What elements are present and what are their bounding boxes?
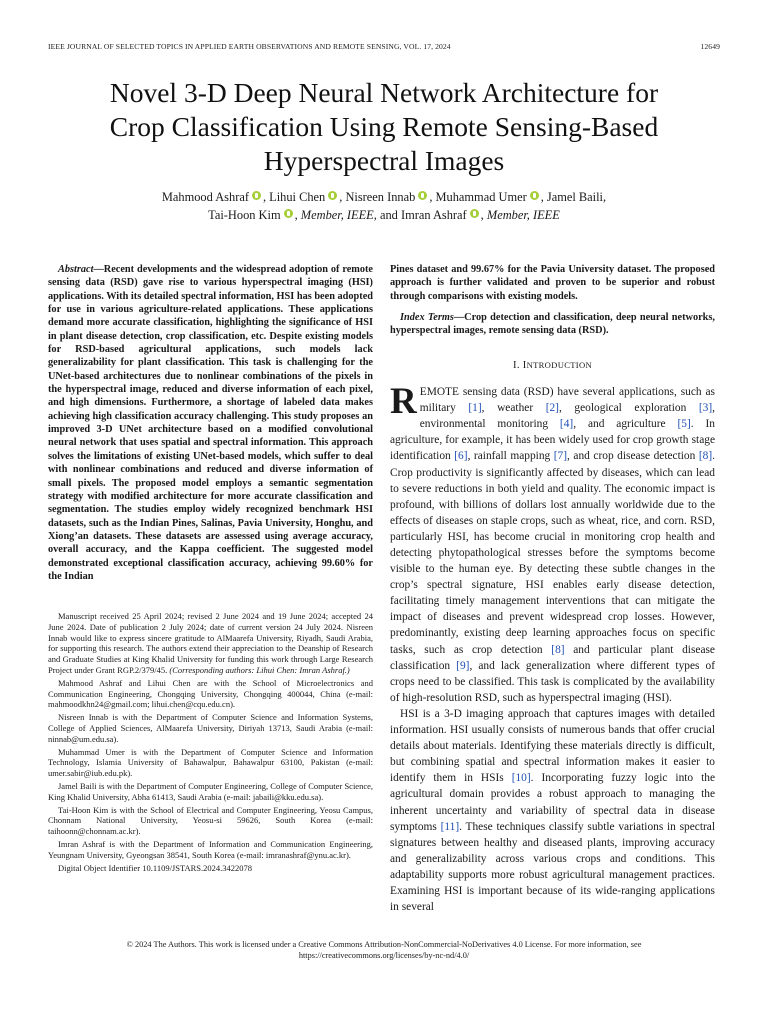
abstract [48, 263, 373, 583]
footnote-affiliation: Nisreen Innab is with the Department of Computer Science and Information Systems, College of Applied Sciences, AlMaarefa University, Diriyah 13713, Saudi Arabia (e-mail: ninnab@um.edu.sa). [48, 712, 373, 744]
orcid-icon[interactable] [470, 209, 479, 218]
abstract-label: Abstract [58, 264, 94, 275]
right-column [390, 263, 715, 915]
author-list [60, 188, 708, 224]
paragraph-text: , weather [481, 402, 546, 415]
citation-link[interactable]: [10] [511, 772, 531, 785]
index-terms-text: —Crop detection and classification, deep neural networks, hyperspectral images, remote sensing data (RSD). [390, 312, 715, 337]
citation-link[interactable]: [8] [551, 643, 565, 656]
paragraph-text: EMOTE sensing data (RSD) have several applications, such as military [419, 386, 715, 415]
author-name: Muhammad Umer [435, 190, 527, 204]
section-heading [390, 359, 715, 372]
author-name: Imran Ashraf [400, 208, 467, 222]
paragraph-text: . Incorporating fuzzy logic into the agricultural domain provides a robust approach to managing the inherent uncertainty and variability of spectral data in disease symptoms [390, 772, 715, 833]
section-number: I. I [513, 359, 527, 371]
footnote-affiliation: Tai-Hoon Kim is with the School of Electrical and Computer Engineering, Yeosu Campus, Chonnam National University, Yeosu-si 59626, South Korea (e-mail: taihoonn@chonnam.ac.kr). [48, 804, 373, 837]
author-name: Mahmood Ashraf [161, 190, 249, 204]
title-line: Hyperspectral Images [263, 145, 505, 176]
paragraph-text: , and crop disease detection [567, 450, 699, 463]
citation-link[interactable]: [1] [468, 402, 482, 415]
citation-link[interactable]: [4] [559, 418, 574, 431]
footnote-affiliation: Jamel Baili is with the Department of Computer Engineering, College of Computer Science, King Khalid University, Abha 61413, Saudi Arabia (e-mail: jabaili@kku.edu.sa). [48, 780, 373, 802]
citation-link[interactable]: [7] [553, 450, 568, 463]
page-number: 12649 [700, 42, 720, 51]
paragraph-text: , rainfall mapping [467, 450, 554, 463]
footnote-affiliation: Mahmood Ashraf and Lihui Chen are with the School of Microelectronics and Communication Engineering, Chongqing University, Chongqing 400044, China (e-mail: mahmoodkhn24@gmail.com; lihui.chen@cqu.edu.cn). [48, 677, 373, 710]
paragraph-text: . In agriculture, for example, it has been widely used for crop growth stage identification [390, 418, 715, 463]
citation-link[interactable]: [8] [698, 450, 713, 463]
paragraph-text: and particular plant disease classification [390, 643, 715, 672]
author-role: Member, IEEE [300, 208, 374, 222]
intro-paragraph [390, 381, 716, 706]
index-terms [390, 311, 715, 338]
paragraph-text: . These techniques classify subtle variations in spectral signatures between healthy and diseased plants, improving accuracy and generalizability across various crops and conditions. This adaptability supports more robust agricultural management practices. Examining HSI is important because of its wide-ranging applications in several [390, 820, 716, 914]
title-line: Novel 3-D Deep Neural Network Architecture for [109, 77, 659, 108]
author-role: Member, IEEE [486, 208, 560, 222]
citation-link[interactable]: [2] [545, 402, 559, 415]
citation-link[interactable]: [3] [698, 402, 713, 415]
footnote-affiliation: Muhammad Umer is with the Department of Computer Science and Information Technology, Islamia University of Bahawalpur, Bahawalpur 63100, Pakistan (e-mail: umer.sabir@iub.edu.pk). [48, 746, 373, 779]
paragraph-text: , geological exploration [558, 402, 699, 415]
index-terms-label: Index Terms [400, 312, 454, 324]
citation-link[interactable]: [11] [440, 820, 460, 833]
license-notice [48, 939, 720, 961]
corresponding-authors: (Corresponding authors: Lihui Chen: Imran Ashraf.) [169, 664, 350, 675]
author-name: Jamel Baili, [546, 190, 607, 204]
paragraph-text: . Crop productivity is significantly affected by diseases, which can lead to severe reductions in both yield and quality. The economic impact is profound, with billions of dollars lost annually worldwide due to the effects of diseases on staple crops, such as wheat, rice, and corn. RSD, particularly HSI, has become crucial in monitoring crop health and detecting phytopathological stresses before the symptoms become visible to the human eye. By detecting these subtle changes in the crop’s spectral signature, HSI enables early disease detection, facilitating timely management interventions that can mitigate the impact of diseases and prevent widespread crop losses. However, predominantly, existing deep learning approaches focus on specific tasks, such as crop detection [390, 450, 716, 656]
orcid-icon[interactable] [252, 191, 261, 200]
paragraph-text: HSI is a 3-D imaging approach that captures images with detailed information. HSI usually consists of numerous bands that offer crucial details about materials. Identifying these materials directly is difficult, but combining spatial and spectral information makes it easier to identify them in HSIs [390, 707, 715, 785]
journal-name: IEEE JOURNAL OF SELECTED TOPICS IN APPLIED EARTH OBSERVATIONS AND REMOTE SENSING, VOL. 17, 2024 [48, 42, 451, 51]
citation-link[interactable]: [5] [677, 418, 691, 431]
paragraph-text: , and agriculture [573, 418, 678, 431]
author-line: Mahmood Ashraf , Lihui Chen , Nisreen Innab , Muhammad Umer , Jamel Baili, [161, 190, 607, 204]
author-name: Nisreen Innab [345, 190, 416, 204]
abstract-text: —Recent developments and the widespread adoption of remote sensing data (RSD) gave rise to various hyperspectral imaging (HSI) applications. With its detailed spectral information, HSI has been adopted for use in various agriculture-related applications. These applications demand more accurate classification, highlighting the significance of HSI in plant disease detection, crop classification, etc. Despite existing models for RSD-based agricultural applications, such models lack generalizability for plant classification. This task is challenging for the UNet-based architectures due to nonlinear combinations of the pixels in the hyperspectral image, reduced and diverse information of each pixel, and high dimensions. Furthermore, a shortage of labeled data makes achieving high classification accuracy challenging. This study proposes an improved 3-D UNet architecture based on a modified convolutional neural network that uses spatial and spectral information. This approach solves the limitations of existing UNet-based models, which suffer to deal with nonlinear combinations and reduced and diverse information of small pixels. The proposed model employs a semantic segmentation strategy with modified architecture for more accurate classification and segmentation. The studies employ widely recognized benchmark HSI datasets, such as the Indian Pines, Salinas, Pavia University, Honghu, and Xiong’an datasets. These datasets are assessed using average accuracy, overall accuracy, and the Kappa coefficient. The suggested model demonstrated exceptional classification accuracy, achieving 99.60% for the Indian [48, 264, 373, 582]
orcid-icon[interactable] [418, 191, 427, 200]
author-name: Lihui Chen [269, 190, 326, 204]
paragraph-text: , and lack generalization where different types of crops need to be classified. This task is complicated by the availability of high-resolution RSD, such as hyperspectral imaging (HSI). [390, 659, 715, 704]
citation-link[interactable]: [9] [456, 659, 470, 672]
license-text: © 2024 The Authors. This work is licensed under a Creative Commons Attribution-NonCommercial-NoDerivatives 4.0 License. For more information, see [126, 940, 642, 949]
footnotes [48, 611, 373, 875]
drop-cap: R [390, 381, 417, 423]
intro-paragraph [390, 706, 715, 915]
author-line: Tai-Hoon Kim , Member, IEEE, and Imran Ashraf , Member, IEEE [208, 208, 560, 222]
footnote-manuscript [48, 611, 373, 676]
license-link[interactable]: https://creativecommons.org/licenses/by-nc-nd/4.0/ [298, 951, 470, 960]
orcid-icon[interactable] [328, 191, 337, 200]
title-line: Crop Classification Using Remote Sensing-Based [109, 111, 659, 142]
author-conjunction: , and [373, 208, 398, 222]
footnote-doi: Digital Object Identifier 10.1109/JSTARS.2024.3422078 [58, 862, 253, 873]
orcid-icon[interactable] [530, 191, 539, 200]
author-name: Tai-Hoon Kim [208, 208, 281, 222]
orcid-icon[interactable] [284, 209, 293, 218]
paragraph-text: , environmental monitoring [419, 402, 715, 431]
footnote-text: Manuscript received 25 April 2024; revised 2 June 2024 and 19 June 2024; accepted 24 June 2024. Date of publication 2 July 2024; date of current version 24 July 2024. Nisreen Innab would like to express sincere gratitude to AlMaarefa University, Riyadh, Saudi Arabia, for supporting this research. The authors extend their appreciation to the Deanship of Research and Graduate Studies at King Khalid University for funding this work through Large Research Project under Grant RGP.2/379/45. [48, 611, 373, 675]
left-column [48, 263, 373, 583]
section-title: NTRODUCTION [526, 359, 592, 370]
footnote-affiliation: Imran Ashraf is with the Department of Information and Communication Engineering, Yeungnam University, Gyeongsan 38541, South Korea (e-mail: imranashraf@ynu.ac.kr). [48, 838, 373, 860]
paper-title [40, 76, 728, 178]
citation-link[interactable]: [6] [454, 450, 468, 463]
abstract-continued: Pines dataset and 99.67% for the Pavia University dataset. The proposed approach is further validated and proven to be superior and robust through comparisons with existing models. [390, 264, 715, 302]
